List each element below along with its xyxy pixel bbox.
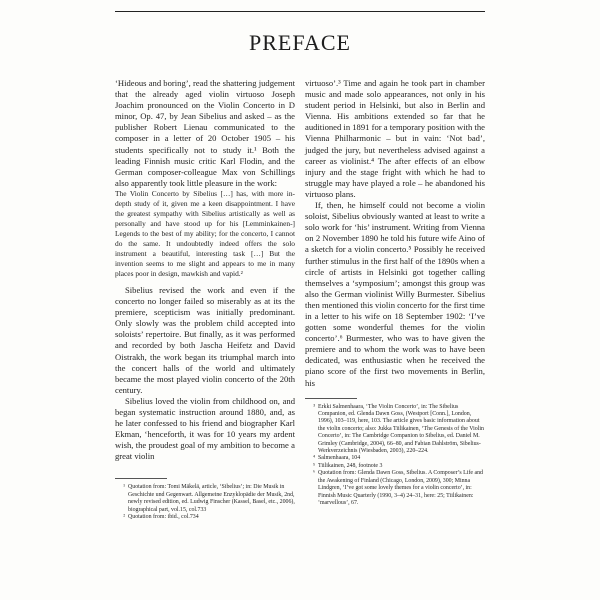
footnote [305, 470, 485, 507]
footnote-number: ¹ [123, 484, 125, 491]
footnotes [115, 484, 295, 521]
footnote [115, 514, 295, 521]
paragraph: Sibelius revised the work and even if the concerto no longer failed so miserably as at its the premiere, scepticism was initially predominant. Only slowly was the problem child accepted into soloists’ repertoire. But finally, as it was performed and recorded by both Jascha Heifetz and David Oistrakh, the work began its triumphal march into the concert halls of the world and ultimately became the most played violin concerto of the 20th century. [115, 284, 295, 395]
footnote [305, 455, 485, 462]
footnote-text: Quotation from: Glenda Dawn Goss, Sibelius. A Composer’s Life and the Awakening of Finland (Chicago, London, 2009), 300; Minna Lindgren, ‘I’ve got some lovely themes for a violin concerto’, in: Finnish Music Quarterly (1990, 3–4) 24–31, here: 25; Tiilikainen: ‘marvellous’, 67. [318, 470, 483, 506]
right-column [305, 78, 485, 507]
block-quote: The Violin Concerto by Sibelius […] has, with more in-depth study of it, given me a keen disappointment. I have the greatest sympathy with Sibelius artistically as well as personally and have stood up for his [Lemminkainen-] Legends to the best of my ability; for the concerto, I cannot do the same. It undoubtedly indeed offers the solo instrument a beautiful, interesting task […] But the invention seems to me slight and appears to me in many places poor in design, mawkish and vapid.² [115, 188, 295, 278]
page-title: PREFACE [249, 30, 351, 55]
paragraph: Sibelius loved the violin from childhood on, and began systematic instruction around 1880, and, as he later confessed to his friend and biographer Karl Ekman, ‘henceforth, it was for 10 years my ardent wish, the proudest goal of my ambition to become a great violin [115, 395, 295, 462]
paragraph: virtuoso’.³ Time and again he took part in chamber music and made solo appearances, not only in his student period in Helsinki, but also in Berlin and Vienna. His ambitions extended so far that he auditioned in 1891 for a temporary position with the Vienna Philharmonic – but in vain: ‘Not bad’, judged the jury, but nevertheless advised against a career as violinist.⁴ The after effects of an elbow injury and the stage fright with which he had to struggle may have played a role – he abandoned his virtuoso plans. [305, 78, 485, 199]
left-column [115, 78, 295, 521]
footnote-rule [305, 398, 357, 399]
footnote-number: ⁴ [312, 455, 315, 462]
footnote-text: Salmenhaara, 104 [318, 455, 361, 462]
footnote [305, 404, 485, 456]
footnote-rule [115, 478, 167, 479]
footnote-number: ⁵ [312, 462, 315, 469]
footnote-number: ⁶ [312, 470, 315, 477]
footnotes [305, 404, 485, 508]
footnote-number: ³ [313, 403, 315, 410]
header-rule [115, 11, 485, 12]
footnote-text: Quotation from: Tomi Mäkelä, article, ‘Sibelius’; in: Die Musik in Geschichte und Gegenwart. Allgemeine Enzyklopädie der Musik, 2nd, newly revised edition, ed. Ludwig Finscher (Kassel, Basel, etc., 2006), biographical part, vol.15, col.733 [128, 484, 295, 513]
footnote [115, 484, 295, 514]
footnote-number: ² [123, 514, 125, 521]
footnote-text: Quotation from: ibid., col.734 [128, 514, 199, 521]
right-main-text [305, 78, 485, 389]
paragraph: If, then, he himself could not become a violin soloist, Sibelius obviously wanted at least to write a solo work for ‘his’ instrument. Writing from Vienna on 2 November 1890 he told his future wife Aino of a sketch for a violin concerto.⁵ Possibly he received further stimulus in the first half of the 1890s when a circle of artists in Helsinki got together calling themselves a ‘symposium’; amongst this group was also the German violinist Willy Burmester. Sibelius then mentioned this violin concerto for the first time in a letter to his wife on 18 September 1902: ‘I’ve gotten some wonderful themes for the violin concerto’.⁶ Burmester, who was to have given the premiere and to whom the work was to have been dedicated, was enthusiastic when he received the piano score of the first two movements in Berlin, his [305, 200, 485, 388]
left-main-text [115, 78, 295, 462]
footnote-text: Erkki Salmenhaara, ‘The Violin Concerto’, in: The Sibelius Companion, ed. Glenda Dawn Goss, (Westport [Conn.], London, 1996), 103–119, here, 103. The article gives basic information about the violin concerto; also: Jukka Tiilikainen, ‘The Genesis of the Violin Concerto’, in: The Cambridge Companion to Sibelius, ed. Daniel M. Grimley (Cambridge, 2004), 66–80, and Fabian Dahlström, Sibelius-Werkverzeichnis (Wiesbaden, 2003), 220–224. [318, 403, 484, 455]
paragraph: ‘Hideous and boring’, read the shattering judgement that the already aged violin virtuoso Joseph Joachim pronounced on the Violin Concerto in D minor, Op. 47, by Jean Sibelius and asked – as the publisher Robert Lienau communicated to the composer in a letter of 20 October 1905 – his students specifically not to study it.¹ Both the leading Finnish music critic Karl Flodin, and the German composer-colleague Max von Schillings also apparently took little pleasure in the work: [115, 78, 295, 188]
footnote-text: Tiilikainen, 248, footnote 3 [318, 462, 383, 469]
